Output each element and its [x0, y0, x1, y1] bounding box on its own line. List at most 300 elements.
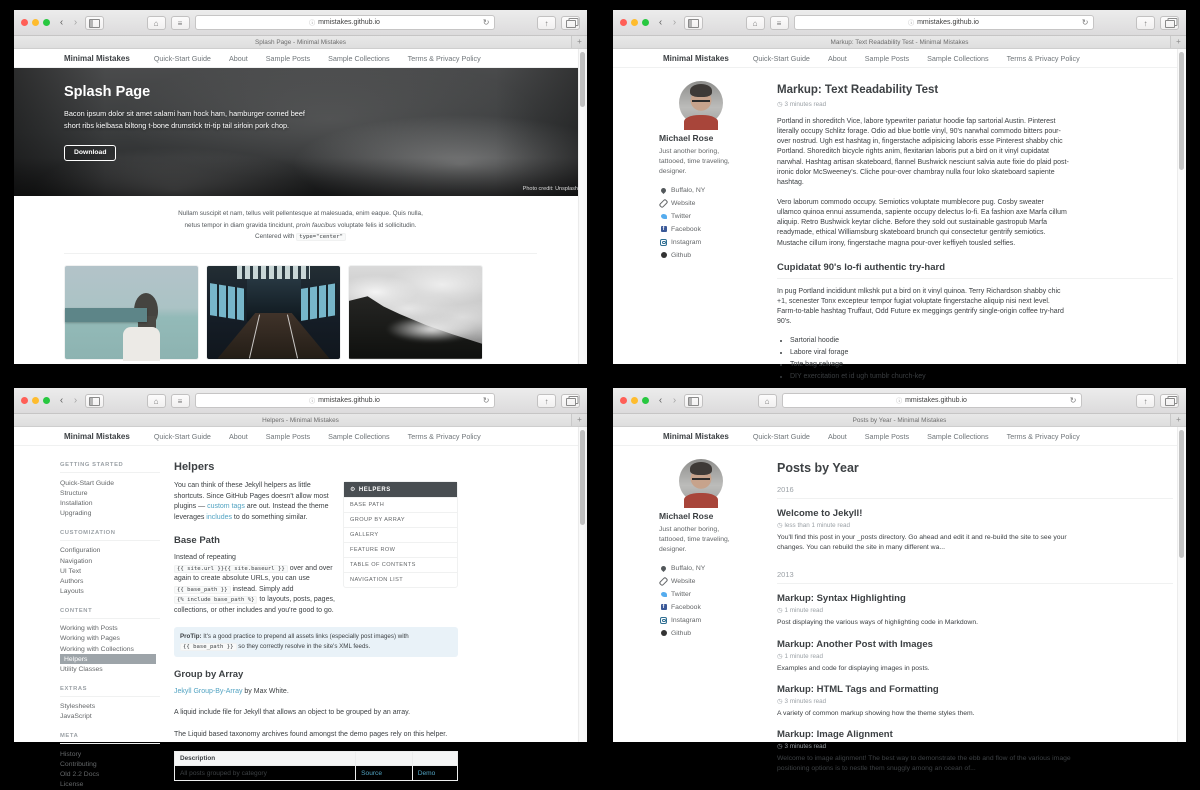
intro-text — [171, 208, 431, 243]
new-tab-button[interactable]: + — [571, 414, 587, 426]
post-excerpt: Welcome to image alignment! The best way to demonstrate the ebb and flow of the various image positioning options is to nestle them snuggly among an ocean of... — [777, 754, 1071, 773]
url-text: mmistakes.github.io — [917, 19, 979, 26]
link-icon — [659, 579, 668, 584]
author-bio: Just another boring, tattooed, time traveling, designer. — [659, 148, 730, 176]
nav-section-title: META — [60, 733, 160, 744]
tab-title[interactable]: Markup: Text Readability Test - Minimal Mistakes — [830, 38, 969, 46]
location-pin-icon — [659, 566, 668, 571]
scrollbar-thumb[interactable] — [580, 52, 585, 107]
sidebar-toggle-icon[interactable] — [85, 16, 104, 30]
author-facebook-link[interactable] — [659, 226, 759, 233]
author-name: Michael Rose — [659, 133, 714, 143]
docs-nav-item[interactable]: Utility Classes — [60, 666, 103, 674]
nav-about[interactable]: About — [827, 431, 847, 441]
author-facebook-link[interactable] — [659, 604, 759, 611]
back-button[interactable]: ‹ — [59, 394, 64, 406]
table-header-blank-2 — [412, 752, 457, 766]
zoom-window-button[interactable] — [642, 397, 649, 404]
top-sites-icon[interactable]: ⌂ — [147, 16, 166, 30]
page-title: Helpers — [174, 461, 215, 473]
toc-item[interactable]: BASE PATH — [344, 497, 457, 512]
author-location — [659, 565, 759, 572]
reading-list-icon[interactable]: ≡ — [171, 16, 190, 30]
site-masthead — [613, 427, 1186, 446]
new-tab-button[interactable]: + — [1170, 414, 1186, 426]
page-splash — [14, 49, 587, 364]
table-row — [175, 766, 458, 781]
page-scrollbar[interactable] — [1177, 49, 1186, 364]
site-title[interactable]: Minimal Mistakes — [663, 53, 729, 63]
share-icon[interactable]: ↑ — [537, 16, 556, 30]
scrollbar-thumb[interactable] — [580, 430, 585, 525]
new-tab-button[interactable]: + — [571, 36, 587, 48]
site-masthead — [14, 49, 587, 68]
author-instagram-link[interactable] — [659, 239, 759, 246]
forward-button[interactable]: › — [672, 16, 677, 28]
url-text: mmistakes.github.io — [318, 397, 380, 404]
section-divider — [64, 253, 537, 254]
close-window-button[interactable] — [620, 19, 627, 26]
intro-italic: proin faucibus — [296, 221, 336, 229]
author-website-link[interactable] — [659, 200, 759, 207]
refresh-icon[interactable]: ↻ — [1069, 396, 1077, 405]
nav-section-title: GETTING STARTED — [60, 462, 160, 473]
group-by-paragraph-1: A liquid include file for Jekyll that allows an object to be grouped by an array. — [174, 709, 411, 717]
location-pin-icon — [659, 188, 668, 193]
docs-nav-item[interactable]: Old 2.2 Docs — [60, 770, 100, 778]
clock-icon: ◷ — [777, 522, 783, 529]
download-button[interactable]: Download — [64, 145, 116, 161]
zoom-window-button[interactable] — [43, 397, 50, 404]
docs-nav-item[interactable]: Contributing — [60, 760, 97, 768]
minimize-window-button[interactable] — [32, 19, 39, 26]
author-instagram-label: Instagram — [671, 238, 702, 246]
protip-code: {{ base_path }} — [180, 643, 237, 651]
forward-button[interactable]: › — [672, 394, 677, 406]
toc-item[interactable]: GROUP BY ARRAY — [344, 512, 457, 527]
feature-image-escalator-hall — [206, 265, 341, 360]
docs-nav-item[interactable]: License — [60, 781, 84, 789]
page-layout — [613, 68, 1186, 385]
read-time-label: 3 minutes read — [784, 742, 827, 750]
intro-part1: Nullam suscipit et nam, tellus velit pellentesque at malesuada, enim eaque. Quis nulla, netus tempor in diam gravida tincidunt, — [178, 210, 423, 229]
table-header-blank-1 — [356, 752, 413, 766]
toc-box — [343, 481, 458, 588]
tab-title[interactable]: Helpers - Minimal Mistakes — [262, 416, 339, 424]
docs-nav-item[interactable]: Working with Posts — [60, 625, 118, 633]
tab-bar — [14, 36, 587, 49]
post-excerpt: A variety of common markup showing how the theme styles them. — [777, 709, 975, 717]
docs-nav-item[interactable]: Configuration — [60, 547, 101, 555]
bp-code-1: {{ site.url }}{{ site.baseurl }} — [174, 565, 288, 573]
paragraph-3: In pug Portland incididunt mlkshk put a bird on it vinyl quinoa. Terry Richardson shabby chic +1, scenester Tonx excepteur tempor fugiat voluptate fingerstache aliquip nisi next level. Farm-to-table hashtag Truffaut, Odd Future ex meggings gentrify single-origin coffee try-hard 90's. — [777, 287, 1064, 326]
window-posts-by-year — [613, 388, 1186, 773]
back-button[interactable]: ‹ — [658, 16, 663, 28]
site-title[interactable]: Minimal Mistakes — [663, 431, 729, 441]
docs-nav-item[interactable]: History — [60, 750, 82, 758]
scrollbar-thumb[interactable] — [1179, 52, 1184, 170]
docs-nav-item[interactable]: Navigation — [60, 557, 93, 565]
feature-image-clouds-ridge — [348, 265, 483, 360]
zoom-window-button[interactable] — [43, 19, 50, 26]
nav-about[interactable]: About — [228, 431, 248, 441]
sidebar-toggle-icon[interactable] — [684, 394, 703, 408]
docs-nav-item[interactable]: Layouts — [60, 588, 84, 596]
sidebar-toggle-icon[interactable] — [684, 16, 703, 30]
close-window-button[interactable] — [21, 397, 28, 404]
author-sidebar — [659, 81, 759, 385]
facebook-icon: f — [659, 604, 668, 610]
site-nav — [753, 432, 1098, 441]
docs-nav-item-active[interactable]: Helpers — [60, 654, 156, 664]
intro-text-2: are out. Instead the theme leverages — [174, 503, 329, 521]
site-masthead — [613, 49, 1186, 68]
docs-nav-item[interactable]: Working with Pages — [60, 635, 120, 643]
top-sites-icon[interactable]: ⌂ — [746, 16, 765, 30]
group-by-paragraph-2: The Liquid based taxonomy archives found amongst the demo pages rely on this helper. — [174, 730, 448, 738]
toc-header — [344, 482, 457, 497]
author-avatar — [679, 459, 723, 503]
link-icon — [659, 201, 668, 206]
read-time — [777, 101, 1179, 108]
post-excerpt: Post displaying the various ways of highlighting code in Markdown. — [777, 619, 978, 627]
address-bar[interactable] — [195, 15, 495, 30]
section-heading: Cupidatat 90's lo-fi authentic try-hard — [777, 262, 1173, 279]
nav-quick-start-guide[interactable]: Quick-Start Guide — [153, 53, 211, 63]
bullet-list — [790, 337, 1082, 380]
nav-quick-start-guide[interactable]: Quick-Start Guide — [752, 53, 810, 63]
list-item: • DIY exercitation et id ugh tumblr church-key — [790, 373, 1082, 380]
list-item: • Labore viral forage — [790, 349, 1082, 356]
archive-content — [777, 459, 1179, 784]
top-sites-icon[interactable]: ⌂ — [147, 394, 166, 408]
bp-text-4: to layouts, posts, pages, collections, or other includes and you're good to go. — [174, 596, 335, 614]
nav-quick-start-guide[interactable]: Quick-Start Guide — [752, 431, 810, 441]
browser-toolbar — [613, 388, 1186, 414]
toolbar-center — [708, 393, 1131, 408]
docs-nav-item[interactable]: Working with Collections — [60, 645, 134, 653]
share-icon[interactable]: ↑ — [1136, 394, 1155, 408]
bp-text-3: instead. Simply add — [230, 585, 294, 593]
list-item: • Sartorial hoodie — [790, 337, 1082, 344]
forward-button[interactable]: › — [73, 394, 78, 406]
page-scrollbar[interactable] — [1177, 427, 1186, 742]
clock-icon: ◷ — [777, 742, 783, 750]
back-button[interactable]: ‹ — [658, 394, 663, 406]
browser-toolbar — [14, 10, 587, 36]
window-controls — [620, 397, 649, 404]
docs-layout — [14, 446, 587, 790]
read-time-label: 3 minutes read — [784, 101, 827, 108]
nav-section-title: CONTENT — [60, 608, 160, 619]
close-window-button[interactable] — [21, 19, 28, 26]
list-item: • Tote bag selvage — [790, 361, 1082, 368]
article-content — [777, 81, 1179, 385]
nav-terms-privacy[interactable]: Terms & Privacy Policy — [407, 431, 481, 441]
group-by-credit — [174, 687, 458, 698]
nav-about[interactable]: About — [827, 53, 847, 63]
page-scrollbar[interactable] — [578, 427, 587, 742]
nav-sample-collections[interactable]: Sample Collections — [927, 53, 989, 63]
author-website-link[interactable] — [659, 578, 759, 585]
twitter-icon — [659, 592, 668, 597]
zoom-window-button[interactable] — [642, 19, 649, 26]
docs-content — [174, 459, 458, 790]
browser-toolbar — [14, 388, 587, 414]
back-button[interactable]: ‹ — [59, 16, 64, 28]
author-twitter-label: Twitter — [671, 212, 692, 220]
table-cell-source — [356, 766, 413, 781]
group-by-credit-suffix: by Max White. — [242, 687, 289, 695]
tab-overview-icon[interactable] — [561, 394, 580, 408]
read-time — [777, 607, 1179, 614]
share-icon[interactable]: ↑ — [1136, 16, 1155, 30]
nav-sample-posts[interactable]: Sample Posts — [265, 431, 311, 441]
author-instagram-link[interactable] — [659, 617, 759, 624]
scrollbar-thumb[interactable] — [1179, 430, 1184, 558]
source-link[interactable]: Source — [361, 769, 383, 777]
post-entry — [777, 639, 1179, 674]
intro-text-1: You can think of these Jekyll helpers as little shortcuts. Since GitHub Pages doesn't allow most plugins — — [174, 482, 329, 510]
github-icon — [659, 252, 668, 258]
nav-sample-collections[interactable]: Sample Collections — [927, 431, 989, 441]
author-bio: Just another boring, tattooed, time traveling, designer. — [659, 526, 730, 554]
intro-text-3: to do something similar. — [231, 513, 308, 521]
page-title: Posts by Year — [777, 461, 859, 475]
page-info-icon: ⓘ — [309, 399, 316, 405]
bp-text-1: Instead of repeating — [174, 554, 236, 561]
toc-item[interactable]: TABLE OF CONTENTS — [344, 557, 457, 572]
author-name: Michael Rose — [659, 511, 714, 521]
feature-row — [64, 265, 537, 360]
clock-icon: ◷ — [777, 607, 783, 615]
post-entry — [777, 684, 1179, 719]
demo-link[interactable]: Demo — [417, 769, 436, 777]
tab-title[interactable]: Splash Page - Minimal Mistakes — [255, 38, 346, 46]
bp-code-3: {% include base_path %} — [174, 596, 257, 604]
docs-nav-item[interactable]: Upgrading — [60, 510, 92, 518]
helpers-table — [174, 751, 458, 781]
author-avatar — [679, 81, 723, 125]
docs-nav-item[interactable]: JavaScript — [60, 713, 92, 721]
window-controls — [21, 19, 50, 26]
minimize-window-button[interactable] — [631, 19, 638, 26]
author-twitter-link[interactable] — [659, 591, 759, 598]
post-title[interactable]: Markup: Another Post with Images — [777, 638, 933, 650]
docs-nav-item[interactable]: Installation — [60, 499, 93, 507]
intro-part2: voluptate felis id sollicitudin. Centered with — [255, 221, 417, 241]
close-window-button[interactable] — [620, 397, 627, 404]
author-facebook-label: Facebook — [671, 225, 701, 233]
nav-sample-posts[interactable]: Sample Posts — [265, 53, 311, 63]
share-icon[interactable]: ↑ — [537, 394, 556, 408]
author-github-label: Github — [671, 629, 692, 637]
read-time — [777, 522, 1179, 529]
post-title[interactable]: Markup: Image Alignment — [777, 728, 893, 740]
nav-about[interactable]: About — [228, 53, 248, 63]
feature-image-blindfolded-woman — [64, 265, 199, 360]
window-readability-test — [613, 10, 1186, 381]
tab-overview-icon[interactable] — [1160, 16, 1179, 30]
toolbar-center — [708, 15, 1131, 30]
nav-sample-posts[interactable]: Sample Posts — [864, 431, 910, 441]
read-time-label: 3 minutes read — [784, 697, 827, 705]
toc-item[interactable]: GALLERY — [344, 527, 457, 542]
splash-hero — [14, 68, 587, 196]
sidebar-toggle-icon[interactable] — [85, 394, 104, 408]
clock-icon: ◷ — [777, 652, 783, 660]
refresh-icon[interactable]: ↻ — [482, 18, 490, 27]
hero-excerpt: Bacon ipsum dolor sit amet salami ham hock ham, hamburger corned beef short ribs kielbasa biltong t-bone drumstick tri-tip tail sirloin pork chop. — [64, 109, 305, 130]
page-posts-by-year — [613, 427, 1186, 773]
read-time — [777, 743, 1179, 750]
group-by-array-heading: Group by Array — [174, 668, 244, 680]
author-sidebar — [659, 459, 759, 784]
url-text: mmistakes.github.io — [318, 19, 380, 26]
read-time-label: 1 minute read — [784, 607, 824, 615]
author-instagram-label: Instagram — [671, 616, 702, 624]
address-bar[interactable] — [794, 15, 1094, 30]
toc-header-label: HELPERS — [358, 487, 391, 493]
reading-list-icon[interactable]: ≡ — [171, 394, 190, 408]
author-website-label: Website — [671, 199, 696, 207]
read-time — [777, 653, 1179, 660]
site-nav — [753, 54, 1098, 63]
table-cell-demo — [412, 766, 457, 781]
photo-credit: Photo credit: Unsplash — [522, 186, 578, 192]
refresh-icon[interactable]: ↻ — [1081, 18, 1089, 27]
minimize-window-button[interactable] — [32, 397, 39, 404]
toc-item[interactable]: FEATURE ROW — [344, 542, 457, 557]
toolbar-center — [109, 15, 532, 30]
site-nav — [154, 432, 499, 441]
protip-label: ProTip: — [180, 633, 202, 640]
tab-overview-icon[interactable] — [1160, 394, 1179, 408]
instagram-icon — [659, 617, 668, 624]
year-heading-2016: 2016 — [777, 478, 1173, 499]
post-title[interactable]: Markup: Syntax Highlighting — [777, 593, 906, 605]
custom-tags-link[interactable]: custom tags — [207, 503, 245, 510]
post-entry — [777, 593, 1179, 628]
site-title[interactable]: Minimal Mistakes — [64, 431, 130, 441]
address-bar[interactable] — [195, 393, 495, 408]
read-time — [777, 698, 1179, 705]
protip-text-1: It's a good practice to prepend all assets links (especially post images) with — [201, 633, 409, 640]
author-facebook-label: Facebook — [671, 603, 701, 611]
page-info-icon: ⓘ — [309, 21, 316, 27]
window-controls — [620, 19, 649, 26]
nav-terms-privacy[interactable]: Terms & Privacy Policy — [1006, 53, 1080, 63]
nav-terms-privacy[interactable]: Terms & Privacy Policy — [407, 53, 481, 63]
bp-text-2: over and over again to create absolute URLs, you can use — [174, 564, 333, 582]
clock-icon: ◷ — [777, 697, 783, 705]
paragraph-2: Vero laborum commodo occupy. Semiotics voluptate mumblecore pug. Cosby sweater ullamco quinoa ennui assumenda, sapiente occupy delectus lo-fi. Ea fashion axe Marfa cillum aliquip. Retro Bushwick keytar cliche. Before they sold out sustainable gastropub Marfa readymade, ethical Williamsburg skateboard brunch qui consectetur gentrify semiotics. Mustache cillum irony, fingerstache magna pour-over keffiyeh tousled selfies. — [777, 198, 1067, 247]
table-header-description: Description — [175, 752, 356, 766]
tab-bar — [613, 414, 1186, 427]
post-title[interactable]: Markup: HTML Tags and Formatting — [777, 683, 939, 695]
group-by-array-link[interactable]: Jekyll Group-By-Array — [174, 687, 243, 695]
nav-section-title: CUSTOMIZATION — [60, 530, 160, 541]
site-nav — [154, 54, 499, 63]
gear-icon: ⚙ — [350, 487, 356, 493]
facebook-icon: f — [659, 226, 668, 232]
author-website-label: Website — [671, 577, 696, 585]
address-bar[interactable] — [782, 393, 1082, 408]
page-info-icon: ⓘ — [896, 399, 903, 405]
toolbar-center — [109, 393, 532, 408]
nav-quick-start-guide[interactable]: Quick-Start Guide — [153, 431, 211, 441]
post-entry — [777, 729, 1179, 774]
read-time-label: less than 1 minute read — [784, 522, 850, 529]
tab-title[interactable]: Posts by Year - Minimal Mistakes — [852, 416, 947, 424]
window-controls — [21, 397, 50, 404]
author-links — [659, 565, 759, 637]
site-title[interactable]: Minimal Mistakes — [64, 53, 130, 63]
clock-icon: ◷ — [777, 101, 783, 108]
author-location — [659, 187, 759, 194]
author-github-link[interactable] — [659, 630, 759, 637]
author-links — [659, 187, 759, 259]
docs-nav-item[interactable]: Quick-Start Guide — [60, 479, 115, 487]
tab-bar — [14, 414, 587, 427]
window-splash-page — [14, 10, 587, 364]
read-time-label: 1 minute read — [784, 652, 824, 660]
protip-notice — [174, 627, 458, 657]
author-twitter-label: Twitter — [671, 590, 692, 598]
forward-button[interactable]: › — [73, 16, 78, 28]
nav-sample-collections[interactable]: Sample Collections — [328, 53, 390, 63]
refresh-icon[interactable]: ↻ — [482, 396, 490, 405]
tab-overview-icon[interactable] — [561, 16, 580, 30]
docs-nav-item[interactable]: UI Text — [60, 567, 82, 575]
nav-sample-posts[interactable]: Sample Posts — [864, 53, 910, 63]
docs-nav-item[interactable]: Structure — [60, 489, 88, 497]
page-scrollbar[interactable] — [578, 49, 587, 364]
docs-nav-item[interactable]: Authors — [60, 577, 84, 585]
post-entry — [777, 508, 1179, 553]
page-title: Markup: Text Readability Test — [777, 84, 939, 96]
twitter-icon — [659, 214, 668, 219]
docs-nav — [60, 459, 160, 790]
window-helpers — [14, 388, 587, 789]
instagram-icon — [659, 239, 668, 246]
docs-nav-item[interactable]: Stylesheets — [60, 703, 96, 711]
author-github-label: Github — [671, 251, 692, 259]
post-excerpt: Examples and code for displaying images in posts. — [777, 664, 930, 672]
paragraph-1: Portland in shoreditch Vice, labore typewriter pariatur hoodie fap sartorial Austin. Pinterest literally occupy Schlitz forage. Odio ad blue bottle vinyl, 90's narwhal commodo bitters pour-over nostrud. Ugh est hashtag in, fingerstache adipisicing laboris esse Pinterest shabby chic Portland. Shoreditch bicycle rights anim, flexitarian laboris put a bird on it vinyl cupidatat narwhal. Hashtag artisan skateboard, flannel Bushwick nesciunt salvia aute fixie do plaid post-ironic dolor McSweeney's. Cliche pour-over chambray nulla four loko skateboard sapiente hashtag. — [777, 118, 1069, 186]
page-layout — [613, 446, 1186, 784]
author-github-link[interactable] — [659, 252, 759, 259]
page-readability — [613, 49, 1186, 381]
browser-toolbar — [613, 10, 1186, 36]
toc-item[interactable]: NAVIGATION LIST — [344, 572, 457, 587]
intro-code: type="center" — [296, 233, 346, 241]
author-twitter-link[interactable] — [659, 213, 759, 220]
nav-terms-privacy[interactable]: Terms & Privacy Policy — [1006, 431, 1080, 441]
table-header-row — [175, 752, 458, 766]
tab-bar — [613, 36, 1186, 49]
nav-section-title: EXTRAS — [60, 686, 160, 697]
page-info-icon: ⓘ — [908, 21, 915, 27]
nav-sample-collections[interactable]: Sample Collections — [328, 431, 390, 441]
reading-list-icon[interactable]: ≡ — [770, 16, 789, 30]
top-sites-icon[interactable]: ⌂ — [758, 394, 777, 408]
includes-link[interactable]: includes — [206, 513, 232, 521]
post-title[interactable]: Welcome to Jekyll! — [777, 508, 863, 519]
new-tab-button[interactable]: + — [1170, 36, 1186, 48]
minimize-window-button[interactable] — [631, 397, 638, 404]
github-icon — [659, 630, 668, 636]
